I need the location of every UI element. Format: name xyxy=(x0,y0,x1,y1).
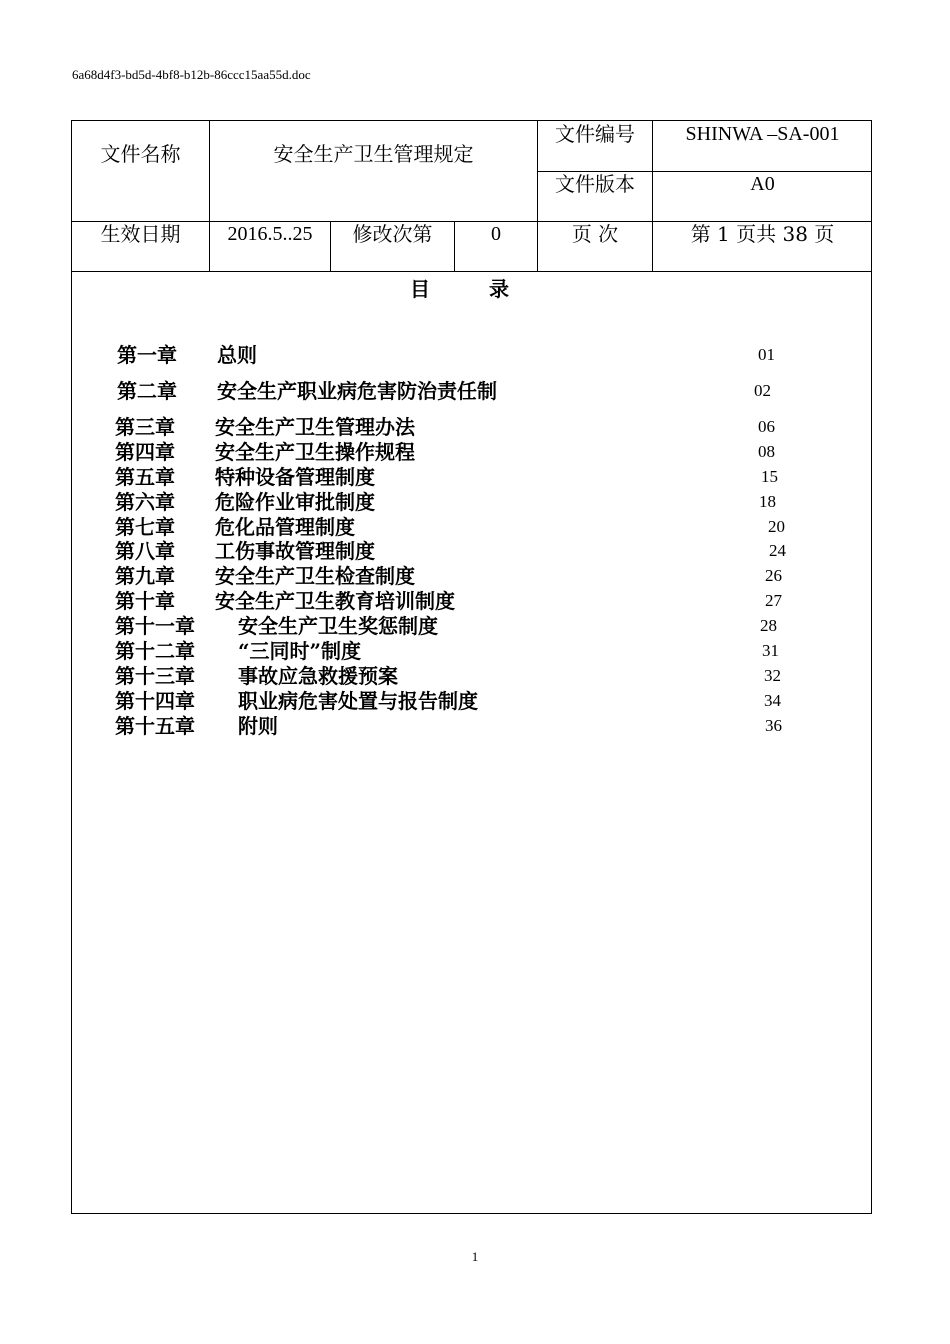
toc-chapter-number: 第一章 xyxy=(117,343,177,367)
toc-chapter-number: 第十四章 xyxy=(115,689,195,713)
toc-entry xyxy=(72,664,871,689)
toc-chapter-title: 安全生产卫生奖惩制度 xyxy=(238,614,438,638)
toc-entry xyxy=(72,564,871,589)
toc-page-number: 24 xyxy=(769,541,786,560)
effective-date-label: 生效日期 xyxy=(100,222,181,246)
toc-page-number: 36 xyxy=(765,716,782,735)
divider xyxy=(72,271,872,272)
toc-chapter-number: 第五章 xyxy=(115,465,175,489)
toc-chapter-number: 第十章 xyxy=(115,589,175,613)
toc-chapter-title: 安全生产卫生管理办法 xyxy=(215,415,415,439)
toc-page-number: 26 xyxy=(765,566,782,585)
toc-chapter-title: “三同时”制度 xyxy=(238,639,362,663)
toc-page-number: 01 xyxy=(758,345,775,364)
toc-page-number: 02 xyxy=(754,381,771,400)
toc-chapter-title: 特种设备管理制度 xyxy=(215,465,375,489)
toc-entry xyxy=(72,689,871,714)
toc-chapter-number: 第八章 xyxy=(115,539,175,563)
page-label: 页 次 xyxy=(571,222,619,246)
toc-entry xyxy=(72,515,871,540)
toc-entry xyxy=(72,490,871,515)
toc-chapter-number: 第九章 xyxy=(115,564,175,588)
version-value: A0 xyxy=(750,173,775,195)
doc-name-value: 安全生产卫生管理规定 xyxy=(273,142,474,166)
toc-chapter-number: 第三章 xyxy=(115,415,175,439)
toc-chapter-title: 工伤事故管理制度 xyxy=(215,539,375,563)
toc-chapter-title: 安全生产卫生教育培训制度 xyxy=(215,589,455,613)
toc-page-number: 34 xyxy=(764,691,781,710)
toc-chapter-title: 事故应急救援预案 xyxy=(238,664,398,688)
toc-chapter-number: 第二章 xyxy=(117,379,177,403)
toc-chapter-number: 第十五章 xyxy=(115,714,195,738)
revision-label: 修改次第 xyxy=(352,222,433,246)
toc-page-number: 18 xyxy=(759,492,776,511)
toc-page-number: 28 xyxy=(760,616,777,635)
toc-page-number: 08 xyxy=(758,442,775,461)
page-number: 1 xyxy=(471,1249,479,1264)
toc-entry xyxy=(72,614,871,639)
toc-chapter-number: 第十一章 xyxy=(115,614,195,638)
toc-entry xyxy=(72,343,871,368)
toc-chapter-number: 第七章 xyxy=(115,515,175,539)
toc-entry xyxy=(72,539,871,564)
toc-page-number: 06 xyxy=(758,417,775,436)
toc-page-number: 15 xyxy=(761,467,778,486)
toc-page-number: 31 xyxy=(762,641,779,660)
toc-entry xyxy=(72,415,871,440)
toc-entry xyxy=(72,465,871,490)
toc-page-number: 20 xyxy=(768,517,785,536)
effective-date-value: 2016.5..25 xyxy=(227,223,313,245)
doc-name-label: 文件名称 xyxy=(100,142,181,166)
page-value: 第 1 页共 38 页 xyxy=(690,222,835,246)
toc-chapter-title: 附则 xyxy=(238,714,278,738)
toc-page-number: 32 xyxy=(764,666,781,685)
toc-chapter-title: 安全生产职业病危害防治责任制 xyxy=(217,379,497,403)
toc-entry xyxy=(72,440,871,465)
revision-value: 0 xyxy=(491,223,501,245)
toc-chapter-number: 第十三章 xyxy=(115,664,195,688)
toc-chapter-title: 危险作业审批制度 xyxy=(215,490,375,514)
toc-chapter-number: 第六章 xyxy=(115,490,175,514)
toc-entry xyxy=(72,639,871,664)
file-name: 6a68d4f3-bd5d-4bf8-b12b-86ccc15aa55d.doc xyxy=(72,67,311,82)
document-frame xyxy=(71,120,872,1214)
doc-no-label: 文件编号 xyxy=(555,122,635,146)
toc-chapter-title: 职业病危害处置与报告制度 xyxy=(238,689,478,713)
toc-chapter-title: 安全生产卫生检查制度 xyxy=(215,564,415,588)
toc-chapter-title: 危化品管理制度 xyxy=(215,515,355,539)
toc-title: 目 录 xyxy=(410,277,535,301)
toc-entry xyxy=(72,379,871,404)
toc-chapter-number: 第十二章 xyxy=(115,639,195,663)
doc-no-value: SHINWA –SA-001 xyxy=(685,123,840,145)
toc-entry xyxy=(72,589,871,614)
toc-chapter-title: 总则 xyxy=(217,343,257,367)
toc-chapter-title: 安全生产卫生操作规程 xyxy=(215,440,415,464)
toc-chapter-number: 第四章 xyxy=(115,440,175,464)
toc-entry xyxy=(72,714,871,739)
toc-page-number: 27 xyxy=(765,591,782,610)
version-label: 文件版本 xyxy=(555,172,635,196)
